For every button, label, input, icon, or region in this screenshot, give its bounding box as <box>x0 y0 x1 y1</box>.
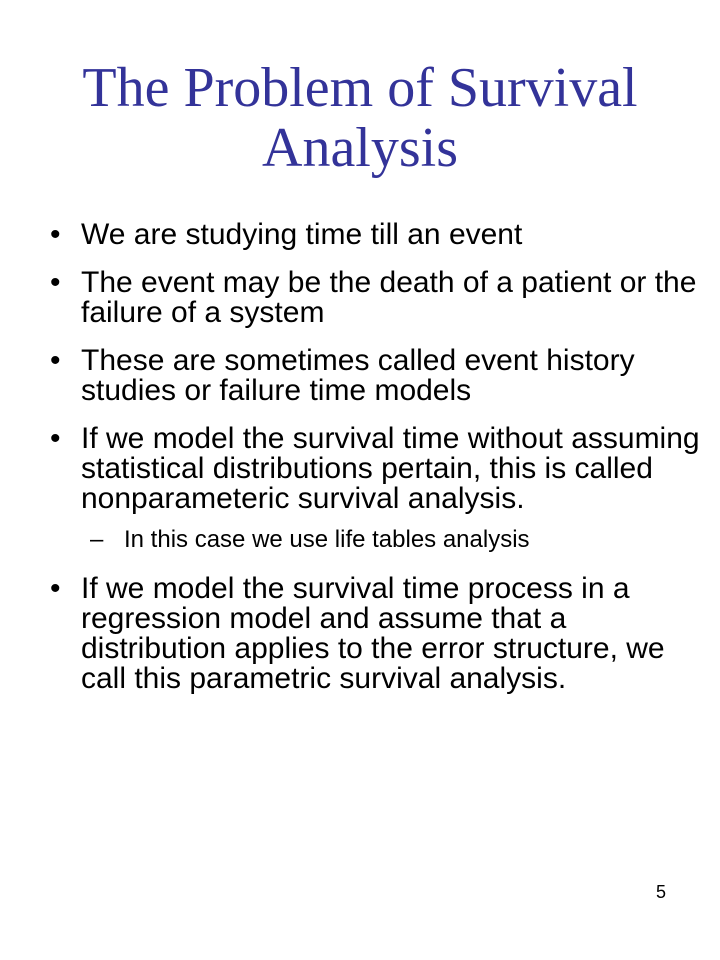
sub-bullet-item <box>50 526 700 554</box>
bullet-item <box>50 220 700 250</box>
bullet-text: If we model the survival time without assuming statistical distributions pertain, this is called nonparameteric survival analysis. <box>81 422 700 515</box>
sub-bullet-marker: – <box>90 526 104 553</box>
bullet-text: The event may be the death of a patient or the failure of a system <box>81 266 697 329</box>
bullet-marker: • <box>50 422 61 455</box>
bullet-item <box>50 574 700 694</box>
bullet-marker: • <box>50 344 61 377</box>
bullet-marker: • <box>50 266 61 299</box>
slide-title-line-1: The Problem of Survival <box>82 57 638 119</box>
slide-title-line-2: Analysis <box>262 117 458 179</box>
bullet-text: If we model the survival time process in a regression model and assume that a distribution applies to the error structure, we call this parametric survival analysis. <box>81 572 665 695</box>
bullet-marker: • <box>50 572 61 605</box>
bullet-text: These are sometimes called event history studies or failure time models <box>81 344 635 407</box>
page-number: 5 <box>655 882 666 902</box>
bullet-list <box>50 220 700 712</box>
bullet-item <box>50 346 700 406</box>
bullet-marker: • <box>50 218 61 251</box>
bullet-item <box>50 268 700 328</box>
bullet-text: We are studying time till an event <box>81 218 523 251</box>
sub-bullet-text: In this case we use life tables analysis <box>124 526 530 553</box>
bullet-item <box>50 424 700 514</box>
slide-title <box>30 58 690 178</box>
